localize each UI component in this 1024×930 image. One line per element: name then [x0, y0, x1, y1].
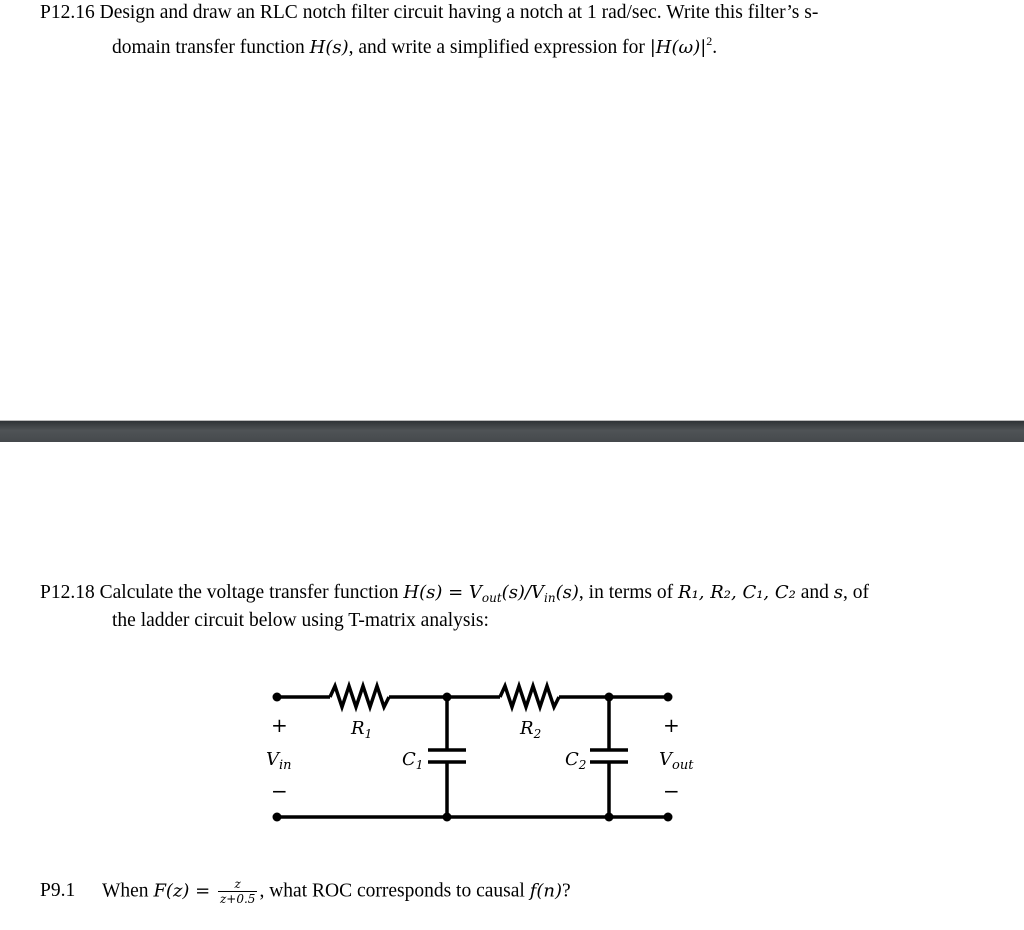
- label-c2: $C_2$: [565, 749, 587, 772]
- text: Calculate the voltage transfer function: [99, 582, 404, 603]
- terminal-node: [664, 813, 673, 822]
- text: ?: [562, 880, 571, 902]
- text: .: [712, 37, 718, 58]
- terminal-node: [664, 693, 673, 702]
- text: domain transfer function: [112, 37, 310, 58]
- terminal-node: [273, 693, 282, 702]
- math-fz: F(z) =: [153, 880, 216, 902]
- problem-p9-1: [40, 878, 571, 906]
- text: the ladder circuit below using T-matrix analysis:: [112, 610, 489, 631]
- resistor-r1: [330, 686, 389, 707]
- vout-minus-sign: −: [663, 779, 680, 803]
- sub: in: [544, 591, 556, 605]
- fraction-numerator: z: [218, 878, 257, 892]
- problem-number: P9.1: [40, 880, 76, 902]
- terminal-node: [273, 813, 282, 822]
- text: , in terms of: [578, 582, 679, 603]
- exponent: 2: [706, 34, 713, 48]
- junction-node: [443, 813, 452, 822]
- math-fn: f(n): [529, 880, 563, 902]
- fraction: [218, 878, 257, 906]
- math: (s): [555, 582, 579, 603]
- problem-number: P12.16: [40, 2, 95, 23]
- text: When: [102, 880, 154, 902]
- math-s: s: [833, 582, 844, 603]
- math: (s)/V: [501, 582, 545, 603]
- text: , what ROC corresponds to causal: [259, 880, 530, 902]
- label-c1: $C_1$: [402, 749, 424, 772]
- problem-number: P12.18: [40, 582, 95, 603]
- math-vars: R₁, R₂, C₁, C₂: [678, 582, 796, 603]
- sub: out: [481, 591, 502, 605]
- junction-node: [605, 693, 614, 702]
- label-r1: $R_1$: [351, 718, 373, 741]
- text: and: [795, 582, 834, 603]
- text: , and write a simplified expression for: [348, 37, 650, 58]
- label-r2: $R_2$: [520, 718, 542, 741]
- vout-plus-sign: +: [663, 713, 680, 737]
- vin-plus-sign: +: [271, 713, 288, 737]
- math-hs: H(s): [309, 37, 349, 58]
- label-vout: $V_{out}$: [659, 749, 694, 773]
- problem-text: Design and draw an RLC notch filter circuit having a notch at 1 rad/sec. Write this filter’s s-: [99, 2, 819, 23]
- math-h: H(s) = V: [403, 582, 482, 603]
- vin-minus-sign: −: [271, 779, 288, 803]
- text: , of: [843, 582, 870, 603]
- fraction-denominator: z+0.5: [219, 892, 256, 906]
- math-hw: |H(ω)|: [649, 37, 707, 58]
- label-vin: $V_{in}$: [266, 749, 292, 773]
- junction-node: [443, 693, 452, 702]
- junction-node: [605, 813, 614, 822]
- resistor-r2: [500, 686, 559, 707]
